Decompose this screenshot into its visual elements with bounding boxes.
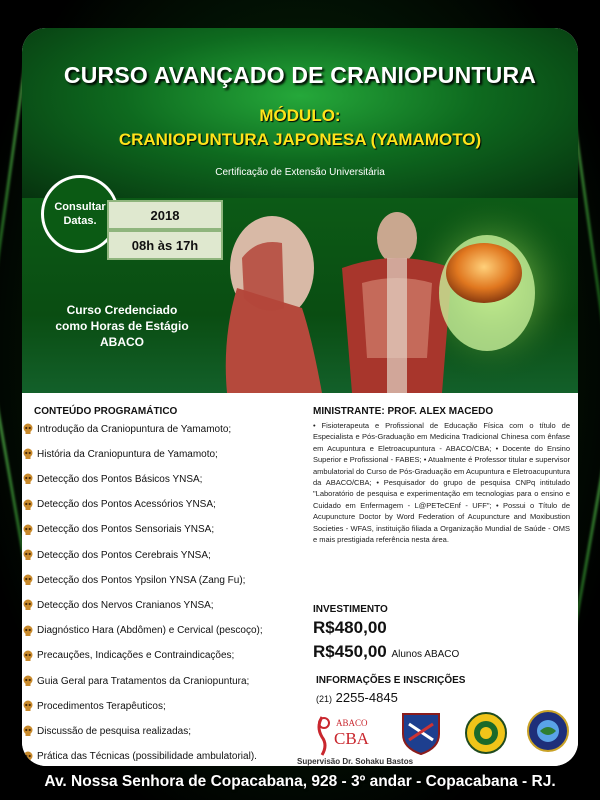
skull-icon bbox=[22, 574, 34, 586]
program-item bbox=[22, 549, 307, 561]
accreditation-line-1: Curso Credenciado bbox=[66, 303, 178, 317]
instructor-heading: MINISTRANTE: PROF. ALEX MACEDO bbox=[313, 406, 494, 417]
skull-icon bbox=[22, 625, 34, 637]
program-item bbox=[22, 499, 307, 511]
program-item bbox=[22, 751, 307, 763]
program-item bbox=[22, 700, 307, 712]
skull-icon bbox=[22, 499, 34, 511]
program-item bbox=[22, 599, 307, 611]
program-item-text: Detecção dos Pontos Ypsilon YNSA (Zang Fu); bbox=[37, 574, 246, 586]
federation-seal-logo bbox=[464, 711, 508, 755]
instructor-bio: • Fisioterapeuta e Profissional de Educação Física com o título de Especialista e Pós-Graduação em Medicina Tradicional Chinesa com ênfase em Acupuntura e Eletroacupuntura - ABACO/CBA; • Docente do Ensino Superior e Profissional - FABES; • Atualmente é Professor titular e supervisor ambulatorial do Curso de Pós-Graduação em Acupuntura e Eletroacupuntura da ABACO/CBA; • Pesquisador do grupo de pesquisa CNPq intitulado "Laboratório de pesquisa e experimentação em tecnologias para o ensino e Cuidado em Enfermagem - L@PETeCEnf - UFF"; • Possui o Título de Acupuncture Doctor by Word Federation of Acupuncture and Moxibustion Societies - WFAS, instituição filiada a Organização Mundial de Saúde - OMS e mais prestigiada referência nesta área. bbox=[313, 421, 570, 545]
program-item bbox=[22, 423, 307, 435]
program-item bbox=[22, 473, 307, 485]
program-item-text: Detecção dos Pontos Básicos YNSA; bbox=[37, 473, 203, 485]
price-regular: R$480,00 bbox=[313, 618, 387, 637]
course-title: CURSO AVANÇADO DE CRANIOPUNTURA bbox=[63, 62, 537, 88]
phone-area-code: (21) bbox=[316, 694, 333, 704]
investment-heading: INVESTIMENTO bbox=[313, 604, 388, 615]
cba-logo-text: CBA bbox=[334, 729, 369, 748]
program-item bbox=[22, 725, 307, 737]
year-box: 2018 bbox=[107, 200, 223, 230]
program-item bbox=[22, 650, 307, 662]
price-member-value: R$450,00 bbox=[313, 642, 387, 661]
accreditation-line-3: ABACO bbox=[100, 335, 144, 349]
program-item bbox=[22, 675, 307, 687]
header-banner bbox=[22, 28, 578, 198]
program-item-text: Detecção dos Nervos Cranianos YNSA; bbox=[37, 599, 214, 611]
program-item-text: Prática das Técnicas (possibilidade ambulatorial). bbox=[37, 751, 257, 763]
supervision-credit: Supervisão Dr. Sohaku Bastos bbox=[297, 757, 414, 766]
abaco-logo-text: ABACO bbox=[336, 718, 368, 728]
skull-icon bbox=[22, 675, 34, 687]
skull-icon bbox=[22, 423, 34, 435]
address-footer: Av. Nossa Senhora de Copacabana, 928 - 3º andar - Copacabana - RJ. bbox=[44, 773, 556, 790]
accreditation-line-2: como Horas de Estágio bbox=[55, 319, 189, 333]
program-item-text: Detecção dos Pontos Sensoriais YNSA; bbox=[37, 524, 215, 536]
price-member bbox=[313, 642, 459, 662]
university-shield-logo bbox=[397, 708, 445, 756]
program-item bbox=[22, 574, 307, 586]
price-member-note: Alunos ABACO bbox=[391, 649, 460, 660]
program-item-text: Detecção dos Pontos Acessórios YNSA; bbox=[37, 499, 216, 511]
program-item-text: Procedimentos Terapêuticos; bbox=[37, 700, 166, 712]
skull-icon bbox=[22, 599, 34, 611]
skull-icon bbox=[22, 549, 34, 561]
program-item-text: Guia Geral para Tratamentos da Craniopuntura; bbox=[37, 675, 250, 687]
badge-line-1: Consultar bbox=[54, 201, 106, 213]
skull-icon bbox=[22, 751, 34, 763]
program-item-text: Precauções, Indicações e Contraindicações; bbox=[37, 650, 235, 662]
skull-icon bbox=[22, 448, 34, 460]
module-name: CRANIOPUNTURA JAPONESA (YAMAMOTO) bbox=[118, 130, 482, 149]
program-item-text: Introdução da Craniopuntura de Yamamoto; bbox=[37, 423, 232, 435]
hours-box: 08h às 17h bbox=[107, 230, 223, 260]
abaco-cba-logo bbox=[312, 711, 372, 759]
program-item-text: Discussão de pesquisa realizadas; bbox=[37, 725, 191, 737]
program-item bbox=[22, 625, 307, 637]
skull-icon bbox=[22, 725, 34, 737]
program-item bbox=[22, 524, 307, 536]
module-label: MÓDULO: bbox=[259, 106, 341, 125]
program-item-text: Detecção dos Pontos Cerebrais YNSA; bbox=[37, 549, 211, 561]
world-federation-seal-logo bbox=[526, 709, 570, 753]
badge-line-2: Datas. bbox=[63, 215, 97, 227]
phone-digits: 2255-4845 bbox=[335, 690, 398, 705]
program-item-text: História da Craniopuntura de Yamamoto; bbox=[37, 448, 218, 460]
skull-icon bbox=[22, 473, 34, 485]
certification-text: Certificação de Extensão Universitária bbox=[215, 167, 385, 178]
skull-icon bbox=[22, 524, 34, 536]
contact-heading: INFORMAÇÕES E INSCRIÇÕES bbox=[316, 675, 466, 686]
program-item bbox=[22, 448, 307, 460]
flyer-card bbox=[22, 28, 578, 766]
skull-icon bbox=[22, 700, 34, 712]
program-item-text: Diagnóstico Hara (Abdômen) e Cervical (pescoço); bbox=[37, 625, 263, 637]
skull-icon bbox=[22, 650, 34, 662]
accreditation-text bbox=[42, 302, 202, 350]
program-heading: CONTEÚDO PROGRAMÁTICO bbox=[34, 406, 178, 417]
phone-number bbox=[316, 690, 398, 705]
